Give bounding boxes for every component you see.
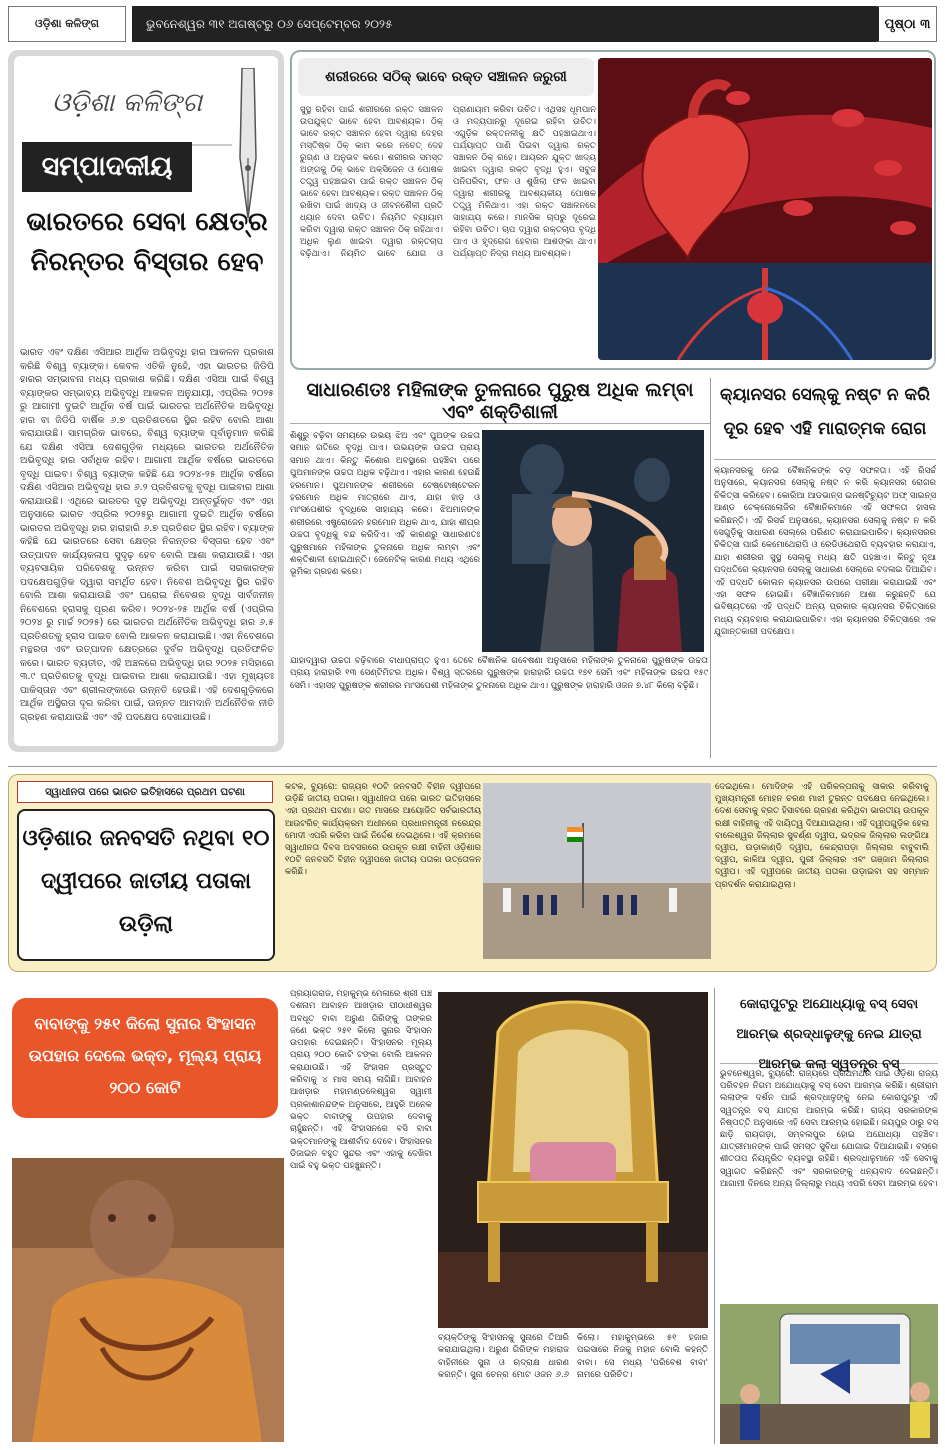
baba-portrait-photo — [12, 1158, 284, 1442]
editorial-headline: ଭାରତରେ ସେବା କ୍ଷେତ୍ର ନିରନ୍ତର ବିସ୍ତାର ହେବ — [26, 207, 268, 277]
flag-article-body: କଟକ, ବ୍ୟୁରୋ: ରାଜ୍ୟର ୧୦ଟି ଜନବସତି ବିହୀନ ଦ୍ୱୀପରେ ଉଡ଼ିଛି ଜାତୀୟ ପତାକା। ସ୍ୱାଧୀନତା ପରେ ଭାରତ ଇତିହାସରେ ଏହା ପ୍ରଥମ ଘଟଣା। ଗତ ମାସରେ ଆୟୋଜିତ ସର୍ବଭାରତୀୟ ଆଉଟରିଚ୍ କାର୍ଯ୍ୟକ୍ରମ ଅଧୀନରେ ପ୍ରଧାନମନ୍ତ୍ରୀ ନରେନ୍ଦ୍ର ମୋଦୀ ଏପରି କରିବା ପାଇଁ ନିର୍ଦ୍ଦେଶ ଦେଇଥିଲେ। ଏହି କ୍ରମରେ ସ୍ୱାଧୀନତା ଦିବସ ଅବସରରେ ଉପକୂଳ ରକ୍ଷୀ ବାହିନୀ ଓଡ଼ିଶାର ୧୦ଟି ଜନବସତି ବିହୀନ ଦ୍ୱୀପରେ ଜାତୀୟ ପତାକା ଉତ୍ତୋଳନ କରିଛି। — [285, 782, 481, 878]
editorial-label: ସମ୍ପାଦକୀୟ — [22, 142, 192, 192]
column-divider — [710, 378, 711, 758]
dateline: ଭୁବନେଶ୍ୱର ୩୧ ଅଗଷ୍ଟରୁ ୦୬ ସେପ୍ଟେମ୍ବର ୨୦୨୫ — [132, 6, 875, 42]
flag-article-title: ଓଡ଼ିଶାର ଜନବସତି ନଥିବା ୧୦ ଦ୍ୱୀପରେ ଜାତୀୟ ପତାକା ଉଡ଼ିଲା — [17, 809, 275, 961]
page-number: ପୃଷ୍ଠା ୩ — [875, 6, 937, 42]
editorial-body: ଭାରତ ଏବଂ ଦକ୍ଷିଣ ଏସିଆର ଆର୍ଥିକ ଅଭିବୃଦ୍ଧି ହାର ଆକଳନ ପ୍ରକାଶ କରିଛି ବିଶ୍ୱ ବ୍ୟାଙ୍କ। କେବଳ ଏତିକି ନୁହେଁ, ଏହା ଭାରତର ଜିଡିପି ହାରର ସମ୍ଭାବନା ମଧ୍ୟ ପ୍ରକାଶ କରିଛି। ଦକ୍ଷିଣ ଏସିଆ ପାଇଁ ବିଶ୍ୱ ବ୍ୟାଙ୍କର ସମ୍ଭାବ୍ୟ ଅଭିବୃଦ୍ଧି ଆକଳନ ଅନୁଯାୟୀ, ଏପ୍ରିଲ ୨୦୨୫ ରୁ ଆଗାମୀ ଦୁଇଟି ଆର୍ଥିକ ବର୍ଷ ପାଇଁ ଭାରତର ଅର୍ଥନୈତିକ ଅଭିବୃଦ୍ଧି ହାର ବା ଜିଡିପି ବାର୍ଷିକ ୬.୭ ପ୍ରତିଶତରେ ସ୍ଥିର ରହିବ ବୋଲି ଆଶା କରାଯାଉଛି। ସାମଗ୍ରିକ ଭାବରେ, ବିଶ୍ୱ ବ୍ୟାଙ୍କ ପୂର୍ବାନୁମାନ କରିଛି ଯେ ଦକ୍ଷିଣ ଏସିଆ ଦେଶଗୁଡ଼ିକ ମଧ୍ୟରେ ଭାରତର ଅର୍ଥନୈତିକ ଅଭିବୃଦ୍ଧି ହାର ସର୍ବାଧିକ ରହିବ। ଆଗାମୀ ଆର୍ଥିକ ବର୍ଷରେ ଭାରତରେ ବୃଦ୍ଧି ପାଇବ। ବିଶ୍ୱ ବ୍ୟାଙ୍କ କହିଛି ଯେ ୨୦୨୪-୨୫ ଆର୍ଥିକ ବର୍ଷରେ ଦକ୍ଷିଣ ଏସିଆର ଅଭିବୃଦ୍ଧି ହାର ୬.୨ ପ୍ରତିଶତକୁ ବୃଦ୍ଧି ପାଇବାର ଆଶା କରାଯାଉଛି। ଏଥିରେ ଭାରତର ଦୃଢ଼ ଅଭିବୃଦ୍ଧି ଅନ୍ତର୍ଭୁକ୍ତ ଏବଂ ଏହା ଅନୁସାରେ ଭାରତ ଏପ୍ରିଲ ୨୦୨୫ରୁ ଆଗାମୀ ଦୁଇଟି ଆର୍ଥିକ ବର୍ଷରେ ଭାରତର ଅଭିବୃଦ୍ଧି ହାର ହାରାହାରି ୬.୭ ପ୍ରତିଶତ ସ୍ଥିର ରହିବ। ବ୍ୟାଙ୍କ କହିଛି ଯେ ଭାରତରେ ସେବା କ୍ଷେତ୍ର ନିରନ୍ତର ବିସ୍ତାର ହେବ ଏବଂ ଉତ୍ପାଦନ କାର୍ଯ୍ୟକଳାପ ସୁଦୃଢ଼ ହେବ ବୋଲି ଆଶା କରାଯାଉଛି। ଏହା ବ୍ୟବସାୟିକ ପରିବେଶକୁ ଉନ୍ନତ କରିବା ପାଇଁ ସରକାରଙ୍କ ପଦକ୍ଷେପଗୁଡ଼ିକ ଦ୍ୱାରା ସମର୍ଥିତ ହେବ। ନିବେଶ ଅଭିବୃଦ୍ଧି ସ୍ଥିର ରହିବ ବୋଲି ଆଶା କରାଯାଉଛି ଏବଂ ଘରୋଇ ନିବେଶର ବୃଦ୍ଧି ସାର୍ବଜନୀନ ନିବେଶରେ ହ୍ରାସକୁ ପୂରଣ କରିବ। ୨୦୨୪-୨୫ ଆର୍ଥିକ ବର୍ଷ (ଏପ୍ରିଲ ୨୦୨୪ ରୁ ମାର୍ଚ୍ଚ ୨୦୨୫) ରେ ଭାରତର ଅର୍ଥନୈତିକ ଅଭିବୃଦ୍ଧି ହାର ୬.୫ ପ୍ରତିଶତକୁ ହ୍ରାସ ପାଇବ ବୋଲି ଆକଳନ କରାଯାଇଛି। ଏହା ନିବେଶରେ ମନ୍ଥରତା ଏବଂ ଉତ୍ପାଦନ କ୍ଷେତ୍ରରେ ଦୁର୍ବଳ ଅଭିବୃଦ୍ଧି ପ୍ରତିଫଳିତ କରେ। ଭାରତ ବ୍ୟତୀତ, ଏହି ଅଞ୍ଚଳରେ ଅଭିବୃଦ୍ଧି ହାର ୨୦୨୫ ମସିହାରେ ୩.୯ ପ୍ରତିଶତକୁ ବୃଦ୍ଧି ପାଇବାର ଆଶା କରାଯାଉଛି। ଏହା ମୁଖ୍ୟତଃ ପାକିସ୍ତାନ ଏବଂ ଶ୍ରୀଲଙ୍କାରେ ଉନ୍ନତି ହେଉଛି। ଏହି ଦେଶଗୁଡ଼ିକରେ ଆର୍ଥିକ ଅସ୍ଥିରତା ଦୂର କରିବା ପାଇଁ, ଉନ୍ନତ ଆମଦାନି ଅର୍ଥନୈତିକ ନୀତି ଗ୍ରହଣ କରାଯାଉଛି ଏବଂ ଏହି ପଦକ୍ଷେପ ଦେଖାଯାଉଛି। — [20, 347, 274, 723]
throne-article-body-continued: ବ୍ୟକ୍ତିଙ୍କୁ ସିଂହାସନକୁ ସୁନାରେ ତିଆରି କରାଯାଇଥିଲା। ଅରୁଣ ଗିରିଙ୍କ ମହାରାଜ ବାହିନୀରେ ସୁନା ଓ ଋଦ୍ରାକ୍ଷ ଧାରଣ କରନ୍ତି। ସୁନା ଚେନ୍‌ର ମୋଟ ଓଜନ ୬.୬ କିଲୋ। ମହାକୁମ୍ଭରେ ୫୧ ହଜାର ପଇସାରେ ନିଜକୁ ମହାନ ବୋଲି କହନ୍ତି ବାବା। ସେ ମଧ୍ୟ 'ପରିବେଶ ବାବା' ନାମରେ ପରିଚିତ। — [438, 1333, 708, 1380]
editorial-logo: ଓଡ଼ିଶା କଳିଙ୍ଗ — [22, 62, 232, 146]
column-divider — [714, 988, 715, 1444]
flag-article-body-continued: ଦେଇଥିଲେ। ମୋଦିଙ୍କ ଏହି ପରିକଳ୍ପନାକୁ ସାକାର କରିବାକୁ ମୁଖ୍ୟମନ୍ତ୍ରୀ ମୋହନ ଚରଣ ମାଝୀ ତୁରନ୍ତ ପଦକ୍ଷେପ ନେଇଥିଲେ। ଦେଶ ସେବାକୁ ବ୍ରତ ହିସାବରେ ଗ୍ରହଣ କରିଥିବା ଭାରତୀୟ ଉପକୂଳ ରକ୍ଷୀ ବାହିନୀକୁ ଏହି ଦାୟିତ୍ୱ ଦିଆଯାଇଥିଲା। ଏହି ଦ୍ୱୀପଗୁଡ଼ିକ ହେଲା ବାଲେଶ୍ୱର ଜିଲ୍ଲାର ସୁବର୍ଣ୍ଣ ଦ୍ୱୀପ, ଭଦ୍ରକ ଜିଲ୍ଲାର ଲଙ୍ଗିଆ ଦ୍ୱୀପ, ଉଡ଼ାକାଣ୍ଡି ଦ୍ୱୀପ, କେନ୍ଦ୍ରାପଡ଼ା ଜିଲ୍ଲାର ବାବୁବାଲି ଦ୍ୱୀପ, କାଳିଆ ଦ୍ୱୀପ, ପୁରୀ ଜିଲ୍ଲାର ଏବଂ ଗଞ୍ଜାମ ଜିଲ୍ଲାର ଦ୍ୱୀପ। ଏହି ଦ୍ୱୀପରେ ଜାତୀୟ ପତାକା ଉଡ଼ାଇବା ସହ ସମ୍ମାନ ପ୍ରଦର୍ଶନ କରାଯାଇଥିଲା। — [715, 782, 929, 890]
bus-launch-photo — [720, 1304, 938, 1444]
cancer-article-title: କ୍ୟାନସର ସେଲ୍‌କୁ ନଷ୍ଟ ନ କରି ଦୂର ହେବ ଏହି ମାରାତ୍ମକ ରୋଗ — [714, 378, 936, 460]
bus-article-title: କୋରାପୁଟରୁ ଅଯୋଧ୍ୟାକୁ ବସ୍ ସେବା ଆରମ୍ଭ ଶ୍ରଦ୍ଧାଳୁଙ୍କୁ ନେଇ ଯାତ୍ରା ଆରମ୍ଭ କଲା ସ୍ୱତନ୍ତ୍ର ବସ୍ — [720, 990, 938, 1064]
throne-article-banner: ବାବାଙ୍କୁ ୨୫୧ କିଲୋ ସୁନାର ସିଂହାସନ ଉପହାର ଦେଲେ ଭକ୍ତ, ମୂଲ୍ୟ ପ୍ରାୟ ୨୦୦ କୋଟି — [12, 998, 278, 1118]
height-article-body-continued: ଯାହାଦ୍ୱାରା ଉଚ୍ଚତା ବଢ଼ିବାରେ ବାଧାପ୍ରାପ୍ତ ହୁଏ। ତେବେ ବୈଜ୍ଞାନିକ ଗବେଷଣା ଅନୁସାରେ ମହିଳାଙ୍କ ତୁଳନାରେ ପୁରୁଷଙ୍କ ଉଚ୍ଚତା ପ୍ରାୟ ହାରାହାରି ୧୩ ସେଣ୍ଟିମିଟର ଅଧିକ। ବିଶ୍ୱ ସ୍ତରରେ ପୁରୁଷଙ୍କ ହାରାହାରି ଉଚ୍ଚତା ୧୭୧ ସେମି ଏବଂ ମହିଳାଙ୍କ ଉଚ୍ଚତା ୧୫୯ ସେମି। ଏହାସହ ପୁରୁଷଙ୍କ ଶରୀରର ମାଂସପେଶୀ ମହିଳାଙ୍କ ତୁଳନାରେ ଅଧିକ ଥାଏ। ପୁରୁଷଙ୍କ ହାରାହାରି ଓଜନ ୭.୪୮ କିଲୋ ବଢ଼ିଛି। — [290, 656, 708, 691]
section-divider — [8, 766, 937, 767]
flag-article-tag: ସ୍ୱାଧୀନତା ପରେ ଭାରତ ଇତିହାସରେ ପ୍ରଥମ ଘଟଣା — [17, 781, 273, 803]
blood-article-title: ଶରୀରରେ ସଠିକ୍ ଭାବେ ରକ୍ତ ସଞ୍ଚାଳନ ଜରୁରୀ — [298, 58, 594, 96]
man-woman-height-image — [482, 430, 704, 652]
editorial-panel — [8, 50, 284, 752]
island-flag-photo — [483, 783, 711, 959]
masthead-bar — [8, 6, 937, 42]
bus-article-body: ଭୁବନେଶ୍ୱର, ବ୍ୟୁରୋ: ରାଜ୍ୟରେ ପ୍ରଥମଥର ପାଇଁ ଓଡ଼ିଶା ରାଜ୍ୟ ପରିବହନ ନିଗମ ଅଯୋଧ୍ୟାକୁ ବସ୍ ସେବା ଆରମ୍ଭ କରିଛି। ଶ୍ରୀରାମ ଲଲାଙ୍କ ଦର୍ଶନ ପାଇଁ ଶ୍ରଦ୍ଧାଳୁଙ୍କୁ ନେଇ କୋରାପୁଟରୁ ଏହି ସ୍ୱତନ୍ତ୍ର ବସ୍ ଯାତ୍ରା ଆରମ୍ଭ କରିଛି। ରାଜ୍ୟ ସରକାରଙ୍କ ନିଷ୍ପତ୍ତି ଅନୁସାରେ ଏହି ସେବା ଆରମ୍ଭ ହୋଇଛି। ଜୟପୁର ଠାରୁ ବସ୍ ଛାଡ଼ି ରାୟଗଡ଼ା, ସମ୍ବଲପୁର ହୋଇ ଅଯୋଧ୍ୟା ପହଞ୍ଚିବ। ଯାତ୍ରୀମାନଙ୍କ ପାଇଁ ସମସ୍ତ ସୁବିଧା ଯୋଗାଇ ଦିଆଯାଇଛି। ବସ୍‌ରେ ଶୀତତାପ ନିୟନ୍ତ୍ରିତ ବ୍ୟବସ୍ଥା ରହିଛି। ଶ୍ରଦ୍ଧାଳୁମାନେ ଏହି ସେବାକୁ ସ୍ୱାଗତ କରିଛନ୍ତି ଏବଂ ସରକାରଙ୍କୁ ଧନ୍ୟବାଦ ଦେଇଛନ୍ତି। ଆଗାମୀ ଦିନରେ ଅନ୍ୟ ଜିଲ୍ଲାରୁ ମଧ୍ୟ ଏପରି ସେବା ଆରମ୍ଭ ହେବ। — [720, 1069, 938, 1189]
heart-vessels-image — [598, 58, 932, 360]
throne-article-body: ପ୍ରୟାଗରାଜ, ମହାକୁମ୍ଭ ମେଳାରେ ଶ୍ରୀ ପଞ୍ଚ ଦଶନାମ ଆବାହନ ଆଖଡ଼ାର ପୀଠାଧୀଶ୍ୱର ଅବଧୂତ ବାବା ଅରୁଣ ଗିରିଙ୍କୁ ତାଙ୍କର ଜଣେ ଭକ୍ତ ୨୫୧ କିଲୋ ସୁନାର ସିଂହାସନ ଉପହାର ଦେଇଛନ୍ତି। ସିଂହାସନର ମୂଲ୍ୟ ପ୍ରାୟ ୨୦୦ କୋଟି ଟଙ୍କା ବୋଲି ଆକଳନ କରାଯାଉଛି। ଏହି ସିଂହାସନ ପ୍ରସ୍ତୁତ କରିବାକୁ ୪ ମାସ ସମୟ ଲାଗିଛି। ଆବାହନ ଆଖଡ଼ାର ମହାମଣ୍ଡଳେଶ୍ୱର ସ୍ୱାମୀ ପ୍ରକାଶାନନ୍ଦଙ୍କ ଅନୁସାରେ, ଆହୁରି ଅନେକ ଭକ୍ତ ବାବାଙ୍କୁ ଉପହାର ଦେବାକୁ ଚାହୁଁଛନ୍ତି। ଏହି ସିଂହାସନରେ ବସି ବାବା ଭକ୍ତମାନଙ୍କୁ ଆଶୀର୍ବାଦ ଦେବେ। ସିଂହାସନର ଡିଜାଇନ ବହୁତ ସୁନ୍ଦର ଏବଂ ଏହାକୁ ଦେଖିବା ପାଇଁ ବହୁ ଭକ୍ତ ପହଞ୍ଚୁଛନ୍ତି। — [290, 989, 432, 1172]
height-article-body: ଶିଶୁରୁ ବଢ଼ିବା ସମୟରେ ଉଭୟ ଝିଅ ଏବଂ ପୁଅଙ୍କ ଉଚ୍ଚତା ସମାନ ଗତିରେ ବୃଦ୍ଧି ପାଏ। ଉଭୟଙ୍କ ଉଚ୍ଚତା ପ୍ରାୟ ସମାନ ଥାଏ। କିନ୍ତୁ କିଶୋର ଅବସ୍ଥାରେ ପହଞ୍ଚିବା ପରେ ପୁଅମାନଙ୍କ ଉଚ୍ଚତା ଅଧିକ ବଢ଼ିଥାଏ। ଏହାର କାରଣ ହେଉଛି ହରମୋନ। ପୁଅମାନଙ୍କ ଶରୀରରେ ଟେଷ୍ଟୋଷ୍ଟେରନ ହରମୋନ ଅଧିକ ମାତ୍ରାରେ ଥାଏ, ଯାହା ହାଡ଼ ଓ ମାଂସପେଶୀର ବୃଦ୍ଧିରେ ସାହାଯ୍ୟ କରେ। ଝିଅମାନଙ୍କ ଶରୀରରେ ଏଷ୍ଟ୍ରୋଜେନ ହରମୋନ ଅଧିକ ଥାଏ, ଯାହା ଶୀଘ୍ର ଉଚ୍ଚତା ବୃଦ୍ଧିକୁ ବନ୍ଦ କରିଦିଏ। ଏହି କାରଣରୁ ସାଧାରଣତଃ ପୁରୁଷମାନେ ମହିଳାଙ୍କ ତୁଳନାରେ ଅଧିକ ଲମ୍ବା ଏବଂ ଶକ୍ତିଶାଳୀ ହୋଇଥାନ୍ତି। ଜେନେଟିକ୍ କାରଣ ମଧ୍ୟ ଏଥିରେ ଭୂମିକା ଗ୍ରହଣ କରେ। — [290, 431, 480, 578]
flag-article-panel — [8, 774, 937, 972]
blood-article-body: ସୁସ୍ଥ ରହିବା ପାଇଁ ଶରୀରରେ ରକ୍ତ ସଞ୍ଚାଳନ ଉପଯୁକ୍ତ ଭାବେ ହେବା ଆବଶ୍ୟକ। ଠିକ୍ ଭାବେ ରକ୍ତ ସଞ୍ଚାଳନ ହେବା ଦ୍ୱାରା ଦେହର ମସ୍ତିଷ୍କ ଠିକ୍ କାମ କରେ ନଚେତ୍ ଦେହ ରୁଗ୍ଣ ଓ ଅନୁଭବ କରେ। ଶରୀରର ସମସ୍ତ ଅଙ୍ଗକୁ ଠିକ୍ ଭାବେ ଅକ୍ସିଜେନ ଓ ପୋଷକ ତତ୍ତ୍ୱ ପହଞ୍ଚାଇବା ପାଇଁ ରକ୍ତ ସଞ୍ଚାଳନ ଠିକ୍ ଭାବେ ହେବା ଆବଶ୍ୟକ। ରକ୍ତ ସଞ୍ଚାଳନ ଠିକ୍ ରଖିବା ପାଇଁ ଖାଦ୍ୟ ଓ ଜୀବନଶୈଳୀ ପ୍ରତି ଧ୍ୟାନ ଦେବା ଉଚିତ। ନିୟମିତ ବ୍ୟାୟାମ କରିବା ଦ୍ୱାରା ରକ୍ତ ସଞ୍ଚାଳନ ଠିକ୍ ରହିଥାଏ। ଅଧିକ ଲୁଣ ଖାଇବା ଦ୍ୱାରା ରକ୍ତଚାପ ବଢ଼ିଥାଏ। ନିୟମିତ ଭାବେ ଯୋଗ ଓ ପ୍ରାଣାୟାମ କରିବା ଉଚିତ। ଏଥିସହ ଧୂମପାନ ଓ ମଦ୍ୟପାନରୁ ଦୂରେଇ ରହିବା ଉଚିତ। ଏଗୁଡ଼ିକ ରକ୍ତନଳୀକୁ କ୍ଷତି ପହଞ୍ଚାଇଥାଏ। ପର୍ଯ୍ୟାପ୍ତ ପାଣି ପିଇବା ଦ୍ୱାରା ରକ୍ତ ସଞ୍ଚାଳନ ଠିକ୍ ରହେ। ଆୟରନ ଯୁକ୍ତ ଖାଦ୍ୟ ଖାଇବା ଦ୍ୱାରା ରକ୍ତ ବୃଦ୍ଧି ହୁଏ। ସବୁଜ ପନିପରିବା, ଫଳ ଓ ଶୁଖିଲା ଫଳ ଖାଇବା ଦ୍ୱାରା ଶରୀରକୁ ଆବଶ୍ୟକୀୟ ପୋଷକ ତତ୍ତ୍ୱ ମିଳିଥାଏ। ଏହା ରକ୍ତ ସଞ୍ଚାଳନରେ ସାହାଯ୍ୟ କରେ। ମାନସିକ ଚାପରୁ ଦୂରେଇ ରହିବା ଉଚିତ। ଚାପ ଦ୍ୱାରା ରକ୍ତଚାପ ବୃଦ୍ଧି ପାଏ ଓ ହୃଦ୍‌ରୋଗ ହେବାର ଆଶଙ୍କା ଥାଏ। ପର୍ଯ୍ୟାପ୍ତ ନିଦ୍ରା ମଧ୍ୟ ଆବଶ୍ୟକ। — [300, 105, 596, 259]
height-article-title: ସାଧାରଣତଃ ମହିଳାଙ୍କ ତୁଳନାରେ ପୁରୁଷ ଅଧିକ ଲମ୍ବା ଏବଂ ଶକ୍ତିଶାଳୀ — [290, 378, 710, 424]
masthead-logo: ଓଡ଼ିଶା କଳିଙ୍ଗ — [8, 6, 126, 42]
cancer-article-body: କ୍ୟାନସରକୁ ନେଇ ବୈଜ୍ଞାନିକଙ୍କ ବଡ଼ ସଫଳତା। ଏହି ରିସର୍ଚ୍ଚ ଅନୁସାରେ, କ୍ୟାନସର ସେଲ୍‌କୁ ନଷ୍ଟ ନ କରି କ୍ୟାନସର ରୋଗର ଚିକିତ୍ସା କରିହେବ। କୋରିଆ ଆଡଭାନ୍ସ ଇନଷ୍ଟିଚ୍ୟୁଟ ଅଫ୍ ସାଇନ୍ସ ଆଣ୍ଡ ଟେକ୍ନୋଲୋଜିର ବୈଜ୍ଞାନିକମାନେ ଏହି ସଫଳତା ହାସଲ କରିଛନ୍ତି। ଏହି ରିସର୍ଚ୍ଚ ଅନୁସାରେ, କ୍ୟାନସର ସେଲ୍‌କୁ ନଷ୍ଟ ନ କରି ସେଗୁଡ଼ିକୁ ସାଧାରଣ ସେଲ୍‌ରେ ପରିଣତ କରାଯାଇପାରିବ। କ୍ୟାନସରର ଚିକିତ୍ସା ପାଇଁ କେମୋଥେରାପି ଓ ରେଡିଓଥେରାପି ବ୍ୟବହାର କରାଯାଏ, ଯାହା ଶରୀରର ସୁସ୍ଥ ସେଲ୍‌କୁ ମଧ୍ୟ କ୍ଷତି ପହଞ୍ଚାଏ। କିନ୍ତୁ ନୂଆ ପଦ୍ଧତିରେ କ୍ୟାନସର ସେଲ୍‌କୁ ସାଧାରଣ ସେଲ୍‌ରେ ବଦଳାଇ ଦିଆଯିବ। ଏହି ପଦ୍ଧତି କୋଲନ କ୍ୟାନସର ଉପରେ ପରୀକ୍ଷା କରାଯାଇଛି ଏବଂ ଏହା ସଫଳ ହୋଇଛି। ବୈଜ୍ଞାନିକମାନେ ଆଶା କରୁଛନ୍ତି ଯେ ଭବିଷ୍ୟତରେ ଏହି ପଦ୍ଧତି ଅନ୍ୟ ପ୍ରକାର କ୍ୟାନସର ଚିକିତ୍ସାରେ ମଧ୍ୟ ବ୍ୟବହାର କରାଯାଇପାରିବ। ଏହା କ୍ୟାନସର ଚିକିତ୍ସାରେ ଏକ ଯୁଗାନ୍ତକାରୀ ପଦକ୍ଷେପ। — [714, 466, 936, 638]
golden-throne-photo — [438, 992, 708, 1328]
blood-circulation-article — [290, 50, 936, 370]
